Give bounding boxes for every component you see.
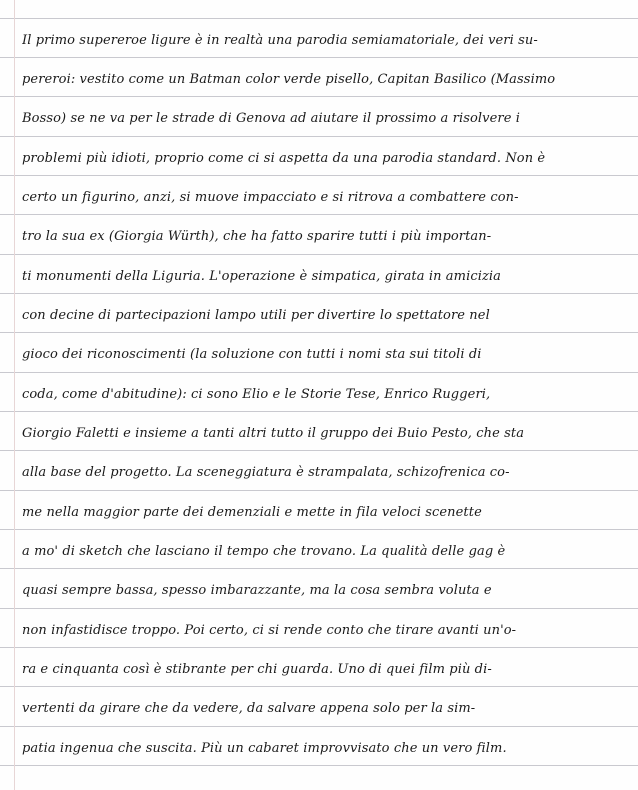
text-line-17: ra e cinquanta così è stibrante per chi guarda. Uno di quei film più di- — [22, 662, 492, 677]
text-line-7: ti monumenti della Liguria. L'operazione è simpatica, girata in amicizia — [22, 269, 502, 284]
text-line-14: a mo' di sketch che lasciano il tempo che trovano. La qualità delle gag è — [22, 544, 506, 559]
text-line-18: vertenti da girare che da vedere, da salvare appena solo per la sim- — [22, 701, 476, 716]
text-line-8: con decine di partecipazioni lampo utili per divertire lo spettatore nel — [22, 308, 490, 323]
text-line-19: patia ingenua che suscita. Più un cabaret improvvisato che un vero film. — [22, 741, 507, 756]
text-line-2: pereroi: vestito come un Batman color verde pisello, Capitan Basilico (Massimo — [22, 72, 556, 87]
text-line-12: alla base del progetto. La sceneggiatura è strampalata, schizofrenica co- — [22, 465, 510, 480]
text-line-3: Bosso) se ne va per le strade di Genova ad aiutare il prossimo a risolvere i — [22, 111, 520, 126]
text-line-9: gioco dei riconoscimenti (la soluzione con tutti i nomi sta sui titoli di — [22, 347, 482, 362]
text-line-16: non infastidisce troppo. Poi certo, ci si rende conto che tirare avanti un'o- — [22, 623, 517, 638]
text-line-10: coda, come d'abitudine): ci sono Elio e le Storie Tese, Enrico Ruggeri, — [22, 387, 491, 402]
text-line-1: Il primo supereroe ligure è in realtà una parodia semiamatoriale, dei veri su- — [22, 33, 538, 48]
text-line-13: me nella maggior parte dei demenziali e mette in fila veloci scenette — [22, 505, 482, 520]
text-line-4: problemi più idioti, proprio come ci si aspetta da una parodia standard. Non è — [22, 151, 546, 166]
text-line-5: certo un figurino, anzi, si muove impacciato e si ritrova a combattere con- — [22, 190, 519, 205]
text-line-11: Giorgio Faletti e insieme a tanti altri tutto il gruppo dei Buio Pesto, che sta — [22, 426, 525, 441]
text-line-15: quasi sempre bassa, spesso imbarazzante, ma la cosa sembra voluta e — [22, 583, 492, 598]
text-line-6: tro la sua ex (Giorgia Würth), che ha fatto sparire tutti i più importan- — [22, 229, 492, 244]
